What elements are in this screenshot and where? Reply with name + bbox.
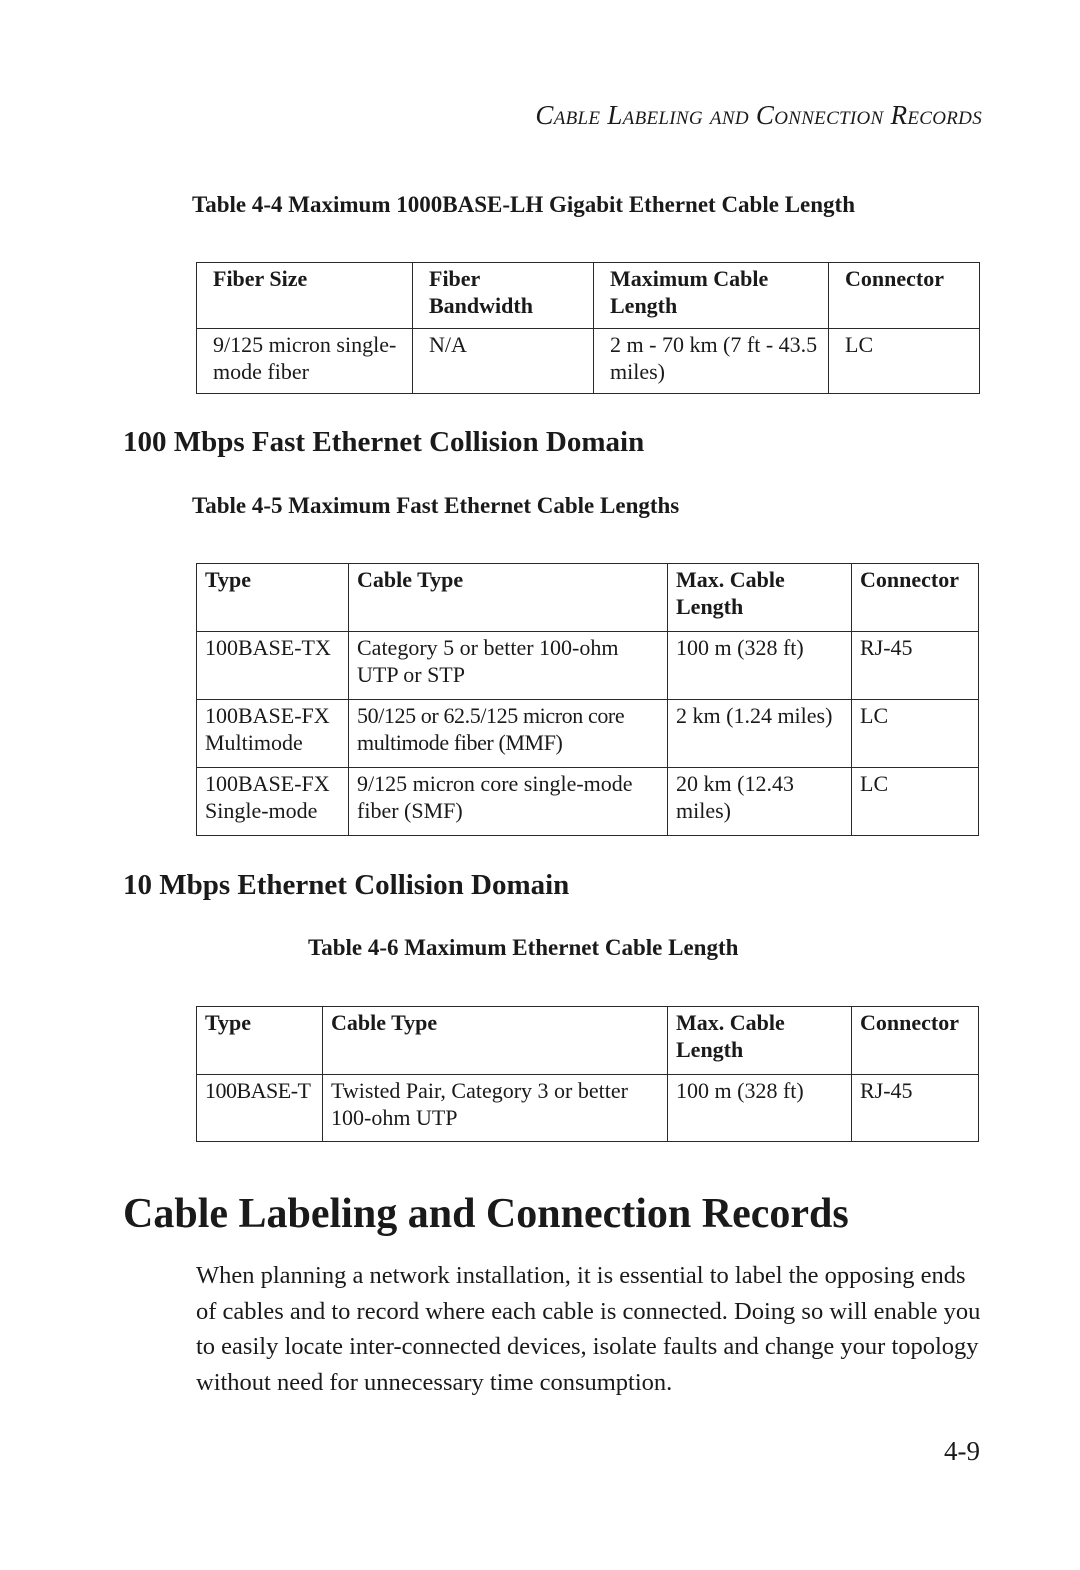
table-cell: LC — [852, 768, 979, 836]
column-header: Max. Cable Length — [668, 1007, 852, 1075]
running-header: Cable Labeling and Connection Records — [535, 100, 982, 130]
table-header-row — [197, 1007, 979, 1075]
table-cell: 50/125 or 62.5/125 micron core multimode fiber (MMF) — [349, 700, 668, 768]
table-cell: 9/125 micron single-mode fiber — [197, 329, 413, 394]
column-header: Type — [197, 564, 349, 632]
section-heading: 100 Mbps Fast Ethernet Collision Domain — [123, 426, 645, 458]
table-cell: 100BASE-T — [197, 1075, 323, 1142]
table-1000base-lh — [196, 262, 980, 394]
table-cell: 20 km (12.43 miles) — [668, 768, 852, 836]
body-paragraph: When planning a network installation, it is essential to label the opposing ends of cables and to record where each cable is connected. Doing so will enable you to easily locate inter-connected devices, isolate faults and change your topology without need for unnecessary time consumption. — [196, 1262, 981, 1396]
column-header: Max. Cable Length — [668, 564, 852, 632]
table-cell: 100BASE-FX Multimode — [197, 700, 349, 768]
column-header: Cable Type — [323, 1007, 668, 1075]
column-header: Connector — [852, 564, 979, 632]
table-cell: 2 km (1.24 miles) — [668, 700, 852, 768]
table-cell: N/A — [413, 329, 594, 394]
table-cell: RJ-45 — [852, 1075, 979, 1142]
column-header: Type — [197, 1007, 323, 1075]
table-row — [197, 632, 979, 700]
table-caption: Table 4-6 Maximum Ethernet Cable Length — [308, 935, 739, 960]
table-cell: 100 m (328 ft) — [668, 1075, 852, 1142]
column-header: Connector — [852, 1007, 979, 1075]
column-header: Fiber Size — [197, 263, 413, 329]
table-fast-ethernet — [196, 563, 979, 836]
table-row — [197, 329, 980, 394]
page-number: 4-9 — [944, 1436, 980, 1466]
table-header-row — [197, 263, 980, 329]
section-heading: 10 Mbps Ethernet Collision Domain — [123, 869, 570, 901]
table-cell: 9/125 micron core single-mode fiber (SMF) — [349, 768, 668, 836]
table-row — [197, 700, 979, 768]
column-header: Fiber Bandwidth — [413, 263, 594, 329]
table-cell: 100BASE-FX Single-mode — [197, 768, 349, 836]
table-cell: Twisted Pair, Category 3 or better 100-ohm UTP — [323, 1075, 668, 1142]
chapter-heading: Cable Labeling and Connection Records — [123, 1191, 849, 1237]
column-header: Cable Type — [349, 564, 668, 632]
table-row — [197, 768, 979, 836]
table-header-row — [197, 564, 979, 632]
table-cell: RJ-45 — [852, 632, 979, 700]
table-cell: 100 m (328 ft) — [668, 632, 852, 700]
table-cell: Category 5 or better 100-ohm UTP or STP — [349, 632, 668, 700]
column-header: Connector — [829, 263, 980, 329]
table-cell: 100BASE-TX — [197, 632, 349, 700]
table-row — [197, 1075, 979, 1142]
table-ethernet — [196, 1006, 979, 1142]
column-header: Maximum Cable Length — [594, 263, 829, 329]
table-cell: 2 m - 70 km (7 ft - 43.5 miles) — [594, 329, 829, 394]
table-cell: LC — [829, 329, 980, 394]
table-cell: LC — [852, 700, 979, 768]
table-caption: Table 4-4 Maximum 1000BASE-LH Gigabit Ethernet Cable Length — [192, 192, 855, 217]
table-caption: Table 4-5 Maximum Fast Ethernet Cable Lengths — [192, 493, 680, 518]
